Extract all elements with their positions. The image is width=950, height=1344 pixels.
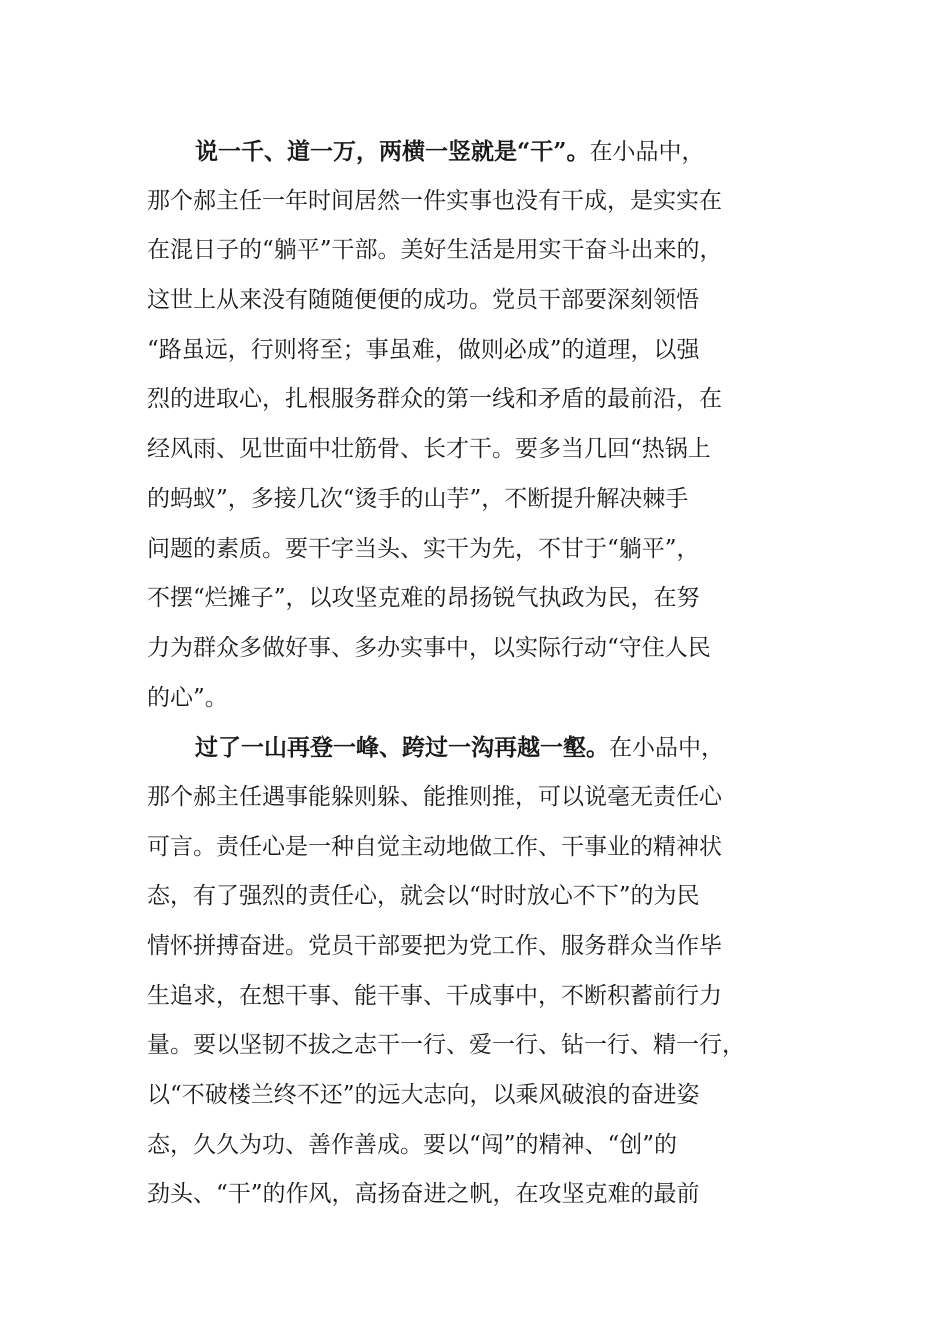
paragraph-line: 这世上从来没有随随便便的成功。党员干部要深刻领悟 [147,287,699,314]
paragraph-lead-sentence: 过了一山再登一峰、跨过一沟再越一壑。 [195,734,609,762]
paragraph-line: 不摆“烂摊子”，以攻坚克难的昂扬锐气执政为民，在努 [147,585,700,612]
paragraph-line: 态，有了强烈的责任心，就会以“时时放心不下”的为民 [147,883,700,910]
paragraph-line: 力为群众多做好事、多办实事中，以实际行动“守住人民 [147,634,711,661]
paragraph-text: 在小品中， [589,139,705,165]
paragraph-line: 生追求，在想干事、能干事、干成事中，不断积蓄前行力 [147,982,722,1009]
paragraph-line: 态，久久为功、善作善成。要以“闯”的精神、“创”的 [147,1131,678,1158]
paragraph-line: 的蚂蚁”，多接几次“烫手的山芋”，不断提升解决棘手 [147,485,689,512]
paragraph-line: 的心”。 [147,684,228,711]
paragraph-1 [147,127,797,723]
document-body [147,127,797,1220]
paragraph-line: 烈的进取心，扎根服务群众的第一线和矛盾的最前沿，在 [147,386,722,413]
paragraph-line: 那个郝主任遇事能躲则躲、能推则推，可以说毫无责任心 [147,783,722,810]
paragraph-line: 经风雨、见世面中壮筋骨、长才干。要多当几回“热锅上 [147,436,711,463]
paragraph-first-line [147,723,797,773]
paragraph-2 [147,723,797,1220]
paragraph-line: “路虽远，行则将至；事虽难，做则必成”的道理，以强 [147,336,700,363]
paragraph-text: 在小品中， [609,735,724,762]
paragraph-line: 在混日子的“躺平”干部。美好生活是用实干奋斗出来的， [147,237,723,264]
paragraph-line: 问题的素质。要干字当头、实干为先，不甘于“躺平”， [147,535,700,562]
paragraph-line: 情怀拼搏奋进。党员干部要把为党工作、服务群众当作毕 [147,933,722,959]
paragraph-line: 劲头、“干”的作风，高扬奋进之帆，在攻坚克难的最前 [147,1181,700,1208]
paragraph-first-line [147,127,797,177]
paragraph-line: 量。要以坚韧不拔之志干一行、爱一行、钻一行、精一行， [147,1032,745,1059]
paragraph-line: 可言。责任心是一种自觉主动地做工作、干事业的精神状 [147,833,722,860]
paragraph-lead-sentence: 说一千、道一万，两横一竖就是“干”。 [195,138,590,165]
paragraph-line: 那个郝主任一年时间居然一件实事也没有干成，是实实在 [147,187,722,214]
paragraph-line: 以“不破楼兰终不还”的远大志向，以乘风破浪的奋进姿 [147,1082,700,1109]
